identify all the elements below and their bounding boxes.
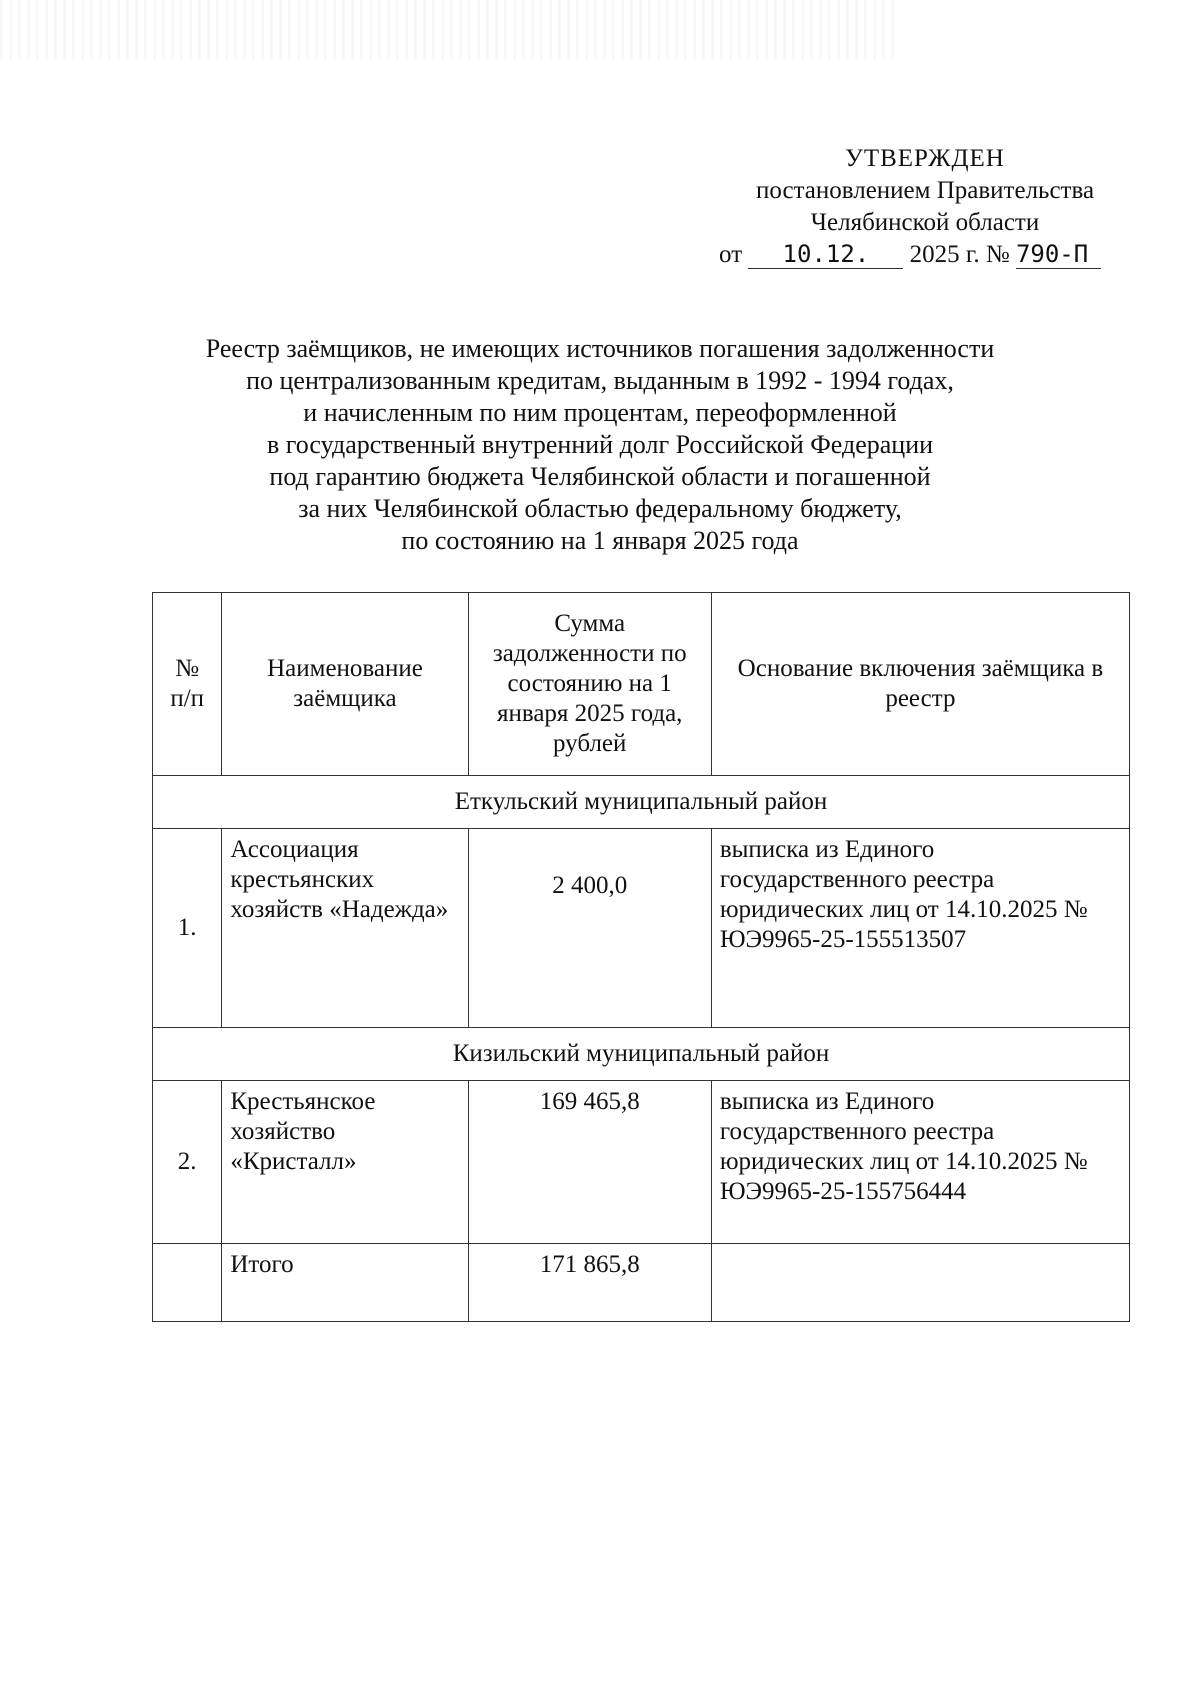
- approval-date-line: [695, 239, 1125, 271]
- decree-number: 790-П: [1016, 240, 1101, 269]
- heading-line: под гарантию бюджета Челябинской области и погашенной: [269, 462, 931, 491]
- heading-line: по состоянию на 1 января 2025 года: [401, 526, 799, 555]
- header-num-sign: №: [175, 655, 200, 682]
- row-borrower: Ассоциация крестьянских хозяйств «Надежда»: [222, 829, 468, 1028]
- total-num-empty: [153, 1244, 222, 1322]
- total-amount: 171 865,8: [468, 1244, 711, 1322]
- heading-line: и начисленным по ним процентам, переоформленной: [303, 398, 897, 427]
- approval-line-2: Челябинской области: [810, 209, 1040, 236]
- table-row: [153, 1081, 1130, 1244]
- heading-line: по централизованным кредитам, выданным в 1992 - 1994 годах,: [246, 366, 954, 395]
- scan-artifact: [0, 0, 900, 60]
- total-label: Итого: [222, 1244, 468, 1322]
- table-row: [153, 829, 1130, 1028]
- approval-title: УТВЕРЖДЕН: [845, 145, 1005, 172]
- total-row: [153, 1244, 1130, 1322]
- row-basis: выписка из Единого государственного реестра юридических лиц от 14.10.2025 № ЮЭ9965-25-155756444: [711, 1081, 1129, 1244]
- header-num: [153, 593, 222, 776]
- heading-line: в государственный внутренний долг Российской Федерации: [266, 430, 934, 459]
- header-num-abbr: п/п: [170, 685, 205, 712]
- district-row: [153, 1028, 1130, 1081]
- decree-date: 10.12.: [748, 240, 903, 269]
- district-row: [153, 776, 1130, 829]
- district-name: Еткульский муниципальный район: [153, 776, 1130, 829]
- heading-line: Реестр заёмщиков, не имеющих источников погашения задолженности: [205, 334, 995, 363]
- row-num: 1.: [153, 829, 222, 1028]
- from-label: от: [719, 241, 743, 268]
- document-heading: [100, 333, 1100, 557]
- heading-line: за них Челябинской областью федеральному бюджету,: [298, 494, 902, 523]
- header-borrower: Наименование заёмщика: [222, 593, 468, 776]
- header-amount: Сумма задолженности по состоянию на 1 января 2025 года, рублей: [468, 593, 711, 776]
- approval-line-1: постановлением Правительства: [755, 177, 1095, 204]
- total-basis-empty: [711, 1244, 1129, 1322]
- table-header-row: [153, 593, 1130, 776]
- district-name: Кизильский муниципальный район: [153, 1028, 1130, 1081]
- row-num: 2.: [153, 1081, 222, 1244]
- row-basis: выписка из Единого государственного реестра юридических лиц от 14.10.2025 № ЮЭ9965-25-155513507: [711, 829, 1129, 1028]
- header-basis: Основание включения заёмщика в реестр: [711, 593, 1129, 776]
- row-borrower: Крестьянское хозяйство «Кристалл»: [222, 1081, 468, 1244]
- row-amount: 2 400,0: [468, 829, 711, 1028]
- approval-stamp: [719, 143, 1125, 271]
- registry-table: [152, 592, 1130, 1322]
- year-text: 2025 г. №: [909, 241, 1010, 268]
- row-amount: 169 465,8: [468, 1081, 711, 1244]
